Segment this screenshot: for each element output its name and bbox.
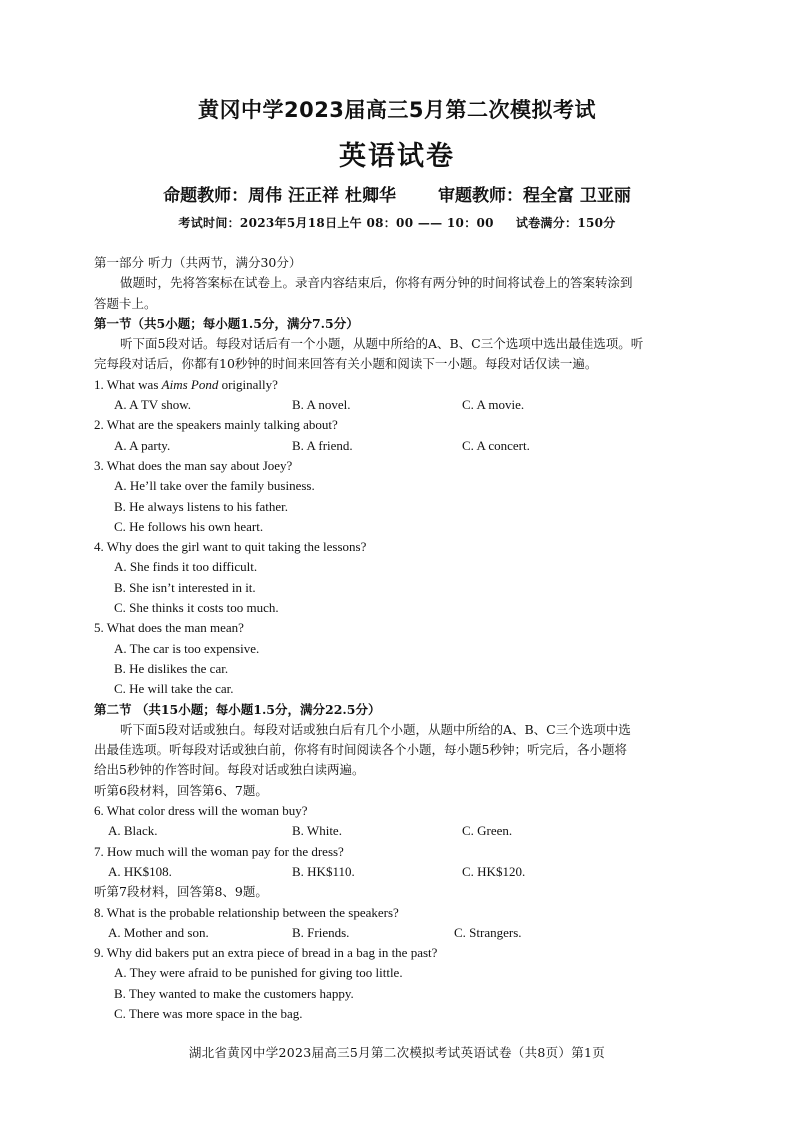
q6-option-a: A. Black. bbox=[108, 823, 158, 839]
teacher-line bbox=[0, 181, 794, 206]
q2-option-a: A. A party. bbox=[114, 437, 171, 453]
question-8-options bbox=[94, 923, 704, 943]
question-7-options bbox=[94, 862, 704, 882]
q4-option-c: C. She thinks it costs too much. bbox=[114, 600, 279, 616]
section2-intro-line2: 出最佳选项。听每段对话或独白前，你将有时间阅读各个小题，每小题5秒钟；听完后，各小题将 bbox=[94, 742, 627, 758]
q4-option-a: A. She finds it too difficult. bbox=[114, 559, 258, 575]
q9-option-a: A. They were afraid to be punished for giving too little. bbox=[114, 965, 403, 981]
q9-option-c: C. There was more space in the bag. bbox=[114, 1005, 303, 1021]
question-7-stem: 7. How much will the woman pay for the dress? bbox=[94, 843, 344, 859]
q2-option-c: C. A concert. bbox=[462, 437, 530, 453]
question-2-stem: 2. What are the speakers mainly talking about? bbox=[94, 417, 338, 433]
question-5-stem: 5. What does the man mean? bbox=[94, 620, 244, 636]
q3-option-c: C. He follows his own heart. bbox=[114, 518, 264, 534]
q7-option-a: A. HK$108. bbox=[108, 863, 172, 879]
question-6-options bbox=[94, 821, 704, 841]
q1-option-c: C. A movie. bbox=[462, 397, 525, 413]
question-4-stem: 4. Why does the girl want to quit taking the lessons? bbox=[94, 539, 367, 555]
question-1-options bbox=[94, 395, 704, 415]
reviewer-teachers: 审题教师：程全富 卫亚丽 bbox=[437, 186, 631, 206]
q1-option-b: B. A novel. bbox=[292, 397, 351, 413]
section1-intro-line1: 听下面5段对话。每段对话后有一个小题，从题中所给的A、B、C三个选项中选出最佳选项。听 bbox=[120, 336, 644, 352]
section1-heading: 第一节（共5小题；每小题1.5分，满分7.5分） bbox=[94, 315, 359, 331]
question-9-stem: 9. Why did bakers put an extra piece of bread in a bag in the past? bbox=[94, 945, 438, 961]
q4-option-b: B. She isn’t interested in it. bbox=[114, 579, 256, 595]
exam-score: 试卷满分：150分 bbox=[515, 216, 616, 230]
setter-teachers: 命题教师：周伟 汪正祥 杜卿华 bbox=[163, 186, 396, 206]
q3-option-a: A. He’ll take over the family business. bbox=[114, 478, 315, 494]
section2-intro-line1: 听下面5段对话或独白。每段对话或独白后有几个小题，从题中所给的A、B、C三个选项中选 bbox=[120, 721, 631, 737]
q2-option-b: B. A friend. bbox=[292, 437, 353, 453]
q5-option-a: A. The car is too expensive. bbox=[114, 640, 260, 656]
q5-option-b: B. He dislikes the car. bbox=[114, 660, 229, 676]
q6-option-b: B. White. bbox=[292, 823, 342, 839]
section2-intro-line3: 给出5秒钟的作答时间。每段对话或独白读两遍。 bbox=[94, 762, 365, 778]
q8-option-a: A. Mother and son. bbox=[108, 924, 209, 940]
question-2-options bbox=[94, 436, 704, 456]
q5-option-c: C. He will take the car. bbox=[114, 681, 234, 697]
q9-option-b: B. They wanted to make the customers happy. bbox=[114, 985, 354, 1001]
q7-option-b: B. HK$110. bbox=[292, 863, 355, 879]
page-footer: 湖北省黄冈中学2023届高三5月第二次模拟考试英语试卷（共8页）第1页 bbox=[188, 1045, 606, 1060]
exam-time: 考试时间：2023年5月18日上午 08：00 —— 10：00 bbox=[178, 216, 494, 230]
exam-content bbox=[94, 253, 704, 1024]
exam-title: 黄冈中学2023届高三5月第二次模拟考试 bbox=[197, 98, 597, 122]
section1-intro-line2: 完每段对话后，你都有10秒钟的时间来回答有关小题和阅读下一小题。每段对话仅读一遍。 bbox=[94, 356, 598, 372]
part1-intro-line1: 做题时，先将答案标在试卷上。录音内容结束后，你将有两分钟的时间将试卷上的答案转涂到 bbox=[120, 275, 633, 291]
exam-info bbox=[0, 214, 794, 231]
part1-heading: 第一部分 听力（共两节，满分30分） bbox=[94, 255, 302, 270]
part1-intro-line2: 答题卡上。 bbox=[94, 295, 157, 311]
q8-option-b: B. Friends. bbox=[292, 924, 350, 940]
material-6-instruction: 听第6段材料，回答第6、7题。 bbox=[94, 782, 268, 798]
material-7-instruction: 听第7段材料，回答第8、9题。 bbox=[94, 884, 268, 900]
subject-title: 英语试卷 bbox=[339, 141, 455, 172]
question-8-stem: 8. What is the probable relationship between the speakers? bbox=[94, 904, 399, 920]
section2-heading: 第二节 （共15小题；每小题1.5分，满分22.5分） bbox=[94, 701, 381, 717]
q6-option-c: C. Green. bbox=[462, 823, 513, 839]
q3-option-b: B. He always listens to his father. bbox=[114, 498, 289, 514]
question-1-stem: 1. What was Aims Pond originally? bbox=[94, 376, 278, 392]
question-3-stem: 3. What does the man say about Joey? bbox=[94, 457, 293, 473]
question-6-stem: 6. What color dress will the woman buy? bbox=[94, 803, 308, 819]
q8-option-c: C. Strangers. bbox=[454, 924, 522, 940]
q7-option-c: C. HK$120. bbox=[462, 863, 526, 879]
q1-option-a: A. A TV show. bbox=[114, 397, 192, 413]
